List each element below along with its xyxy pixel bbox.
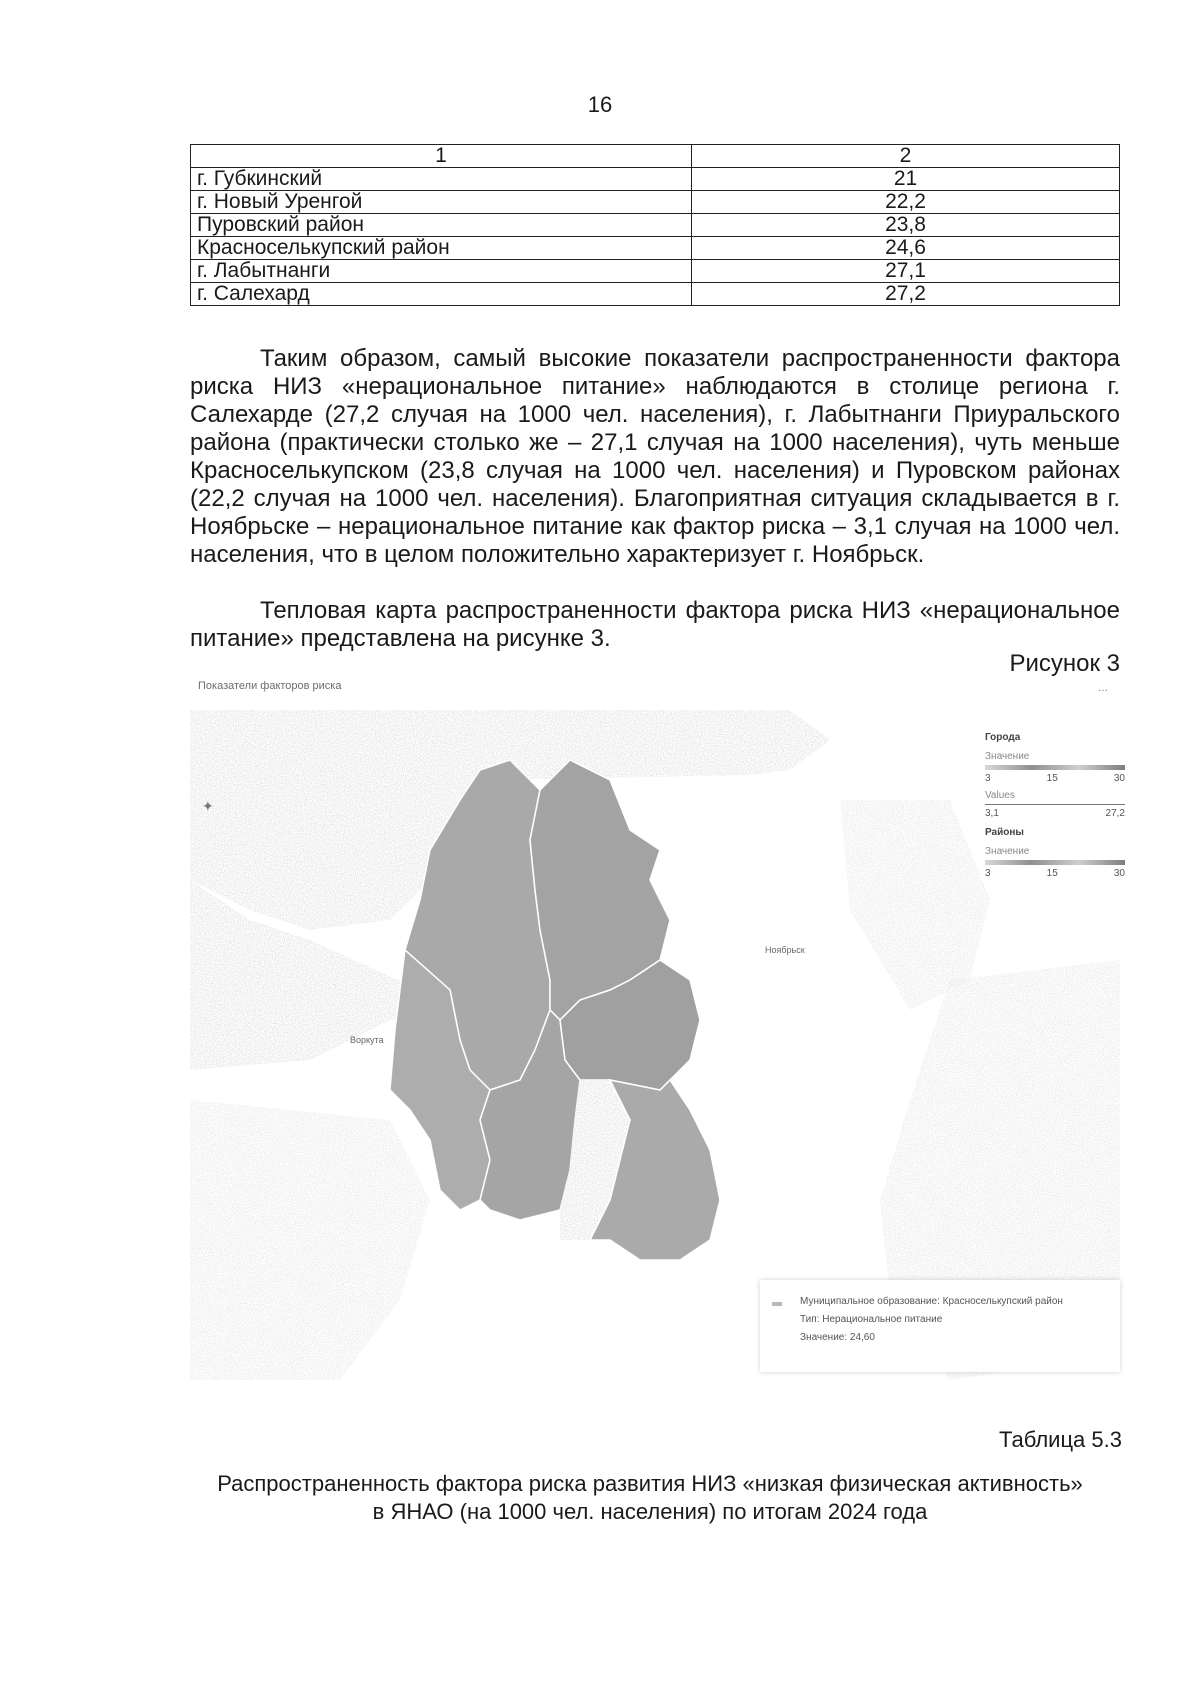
table-row [191,283,1120,306]
legend-value-label: Значение [985,751,1030,762]
table-row [191,168,1120,191]
legend-range-min: 3,1 [985,808,999,819]
table-cell-value: 27,1 [692,260,1120,283]
legend-values-label: Values [985,790,1015,801]
legend-tick: 30 [1113,773,1125,784]
body-paragraph: Таким образом, самый высокие показатели распространенности фактора риска НИЗ «нерациональное питание» наблюдаются в столице региона г. Салехарде (27,2 случая на 1000 чел. населения), г. Лабытнанги Приуральского района (практически столько же – 27,1 случая на 1000 населения), чуть меньше Красноселькупском (23,8 случая на 1000 чел. населения) и Пуровском районах (22,2 случая на 1000 чел. населения). Благоприятная ситуация складывается в г. Ноябрьске – нерациональное питание как фактор риска – 3,1 случая на 1000 чел. населения, что в целом положительно характеризует г. Ноябрьск. [190,345,1120,568]
map-label-noyabrsk: Ноябрьск [765,945,805,955]
map-label-vorkuta: Воркута [350,1035,384,1045]
caption-line: в ЯНАО (на 1000 чел. населения) по итогам 2024 года [372,1499,928,1524]
table-header-cell: 1 [191,145,692,168]
table-header-cell: 2 [692,145,1120,168]
legend-district-value-label: Значение [985,846,1030,857]
table-cell-value: 22,2 [692,191,1120,214]
table-row [191,237,1120,260]
legend-cities-header: Города [985,732,1021,743]
map-legend [985,732,1125,885]
tooltip-swatch [772,1302,782,1306]
map-regions [390,760,720,1260]
legend-tick: 15 [1046,868,1058,879]
legend-tick: 3 [985,868,991,879]
table-cell-value: 27,2 [692,283,1120,306]
compass-icon: ✦ [202,798,214,814]
heatmap-figure [190,680,1125,1402]
table-cell-name: г. Новый Уренгой [191,191,692,214]
table-row [191,191,1120,214]
legend-tick: 3 [985,773,991,784]
legend-districts-header: Районы [985,827,1024,838]
legend-tick: 15 [1046,773,1058,784]
table-cell-name: Красноселькупский район [191,237,692,260]
caption-line: Распространенность фактора риска развития НИЗ «низкая физическая активность» [217,1471,1083,1496]
legend-color-scale [985,765,1125,770]
table-cell-name: г. Салехард [191,283,692,306]
data-table [190,144,1120,306]
table-label: Таблица 5.3 [999,1427,1122,1452]
tooltip-line: Значение: 24,60 [800,1332,875,1343]
legend-values-range [985,808,1125,819]
table-cell-value: 23,8 [692,214,1120,237]
legend-district-ticks [985,868,1125,879]
table-cell-name: Пуровский район [191,214,692,237]
table-header-row [191,145,1120,168]
table-row [191,260,1120,283]
map-tooltip [760,1280,1120,1372]
table-cell-value: 21 [692,168,1120,191]
table-cell-value: 24,6 [692,237,1120,260]
table-cell-name: г. Лабытнанги [191,260,692,283]
table-cell-name: г. Губкинский [191,168,692,191]
table-row [191,214,1120,237]
legend-district-color-scale [985,860,1125,865]
body-paragraph: Тепловая карта распространенности фактора риска НИЗ «нерациональное питание» представлена на рисунке 3. [190,597,1120,652]
figure-label: Рисунок 3 [1009,650,1120,677]
tooltip-line: Муниципальное образование: Красноселькупский район [800,1296,1063,1307]
more-options-icon[interactable]: ... [1097,680,1108,694]
legend-ticks [985,773,1125,784]
legend-tick: 30 [1113,868,1125,879]
tooltip-line: Тип: Нерациональное питание [800,1314,943,1325]
figure-title: Показатели факторов риска [198,680,342,692]
legend-range-line [985,804,1125,805]
table-caption [150,1470,1150,1526]
page-number: 16 [587,92,613,117]
legend-range-max: 27,2 [1105,808,1125,819]
